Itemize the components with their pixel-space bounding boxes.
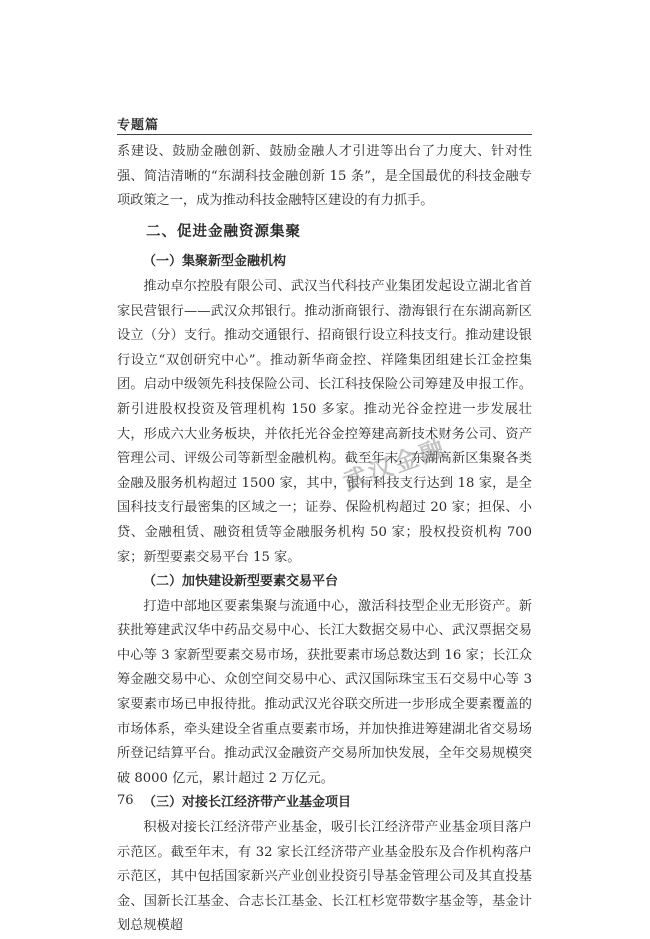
body-text bbox=[117, 140, 532, 939]
subsection-paragraph-1: 推动卓尔控股有限公司、武汉当代科技产业集团发起设立湖北省首家民营银行——武汉众邦银行。推动浙商银行、渤海银行在东湖高新区设立（分）支行。推动交通银行、招商银行设立科技支行。推动建设银行设立“双创研究中心”。推动新华商金控、祥隆集团组建长江金控集团。启动中级领先科技保险公司、长江科技保险公司筹建及申报工作。新引进股权投资及管理机构 150 多家。推动光谷金控进一步发展壮大，形成六大业务板块，并依托光谷金控筹建高新技术财务公司、资产管理公司、评级公司等新型金融机构。截至年末，东湖高新区集聚各类金融及服务机构超过 1500 家，其中，银行科技支行达到 18 家，是全国科技支行最密集的区域之一；证券、保险机构超过 20 家；担保、小贷、金融租赁、融资租赁等金融服务机构 50 家；股权投资机构 700 家；新型要素交易平台 15 家。 bbox=[117, 278, 532, 565]
subsection-paragraph-3: 积极对接长江经济带产业基金，吸引长江经济带产业基金项目落户示范区。截至年末，有 32 家长江经济带产业基金股东及合作机构落户示范区，其中包括国家新兴产业创业投资引导基金管理公司及其直投基金、国新长江基金、合志长江基金、长江杠杉宽带数字基金等，基金计划总规模超 bbox=[117, 820, 532, 934]
subsection-heading-1: （一）集聚新型金融机构 bbox=[143, 254, 287, 270]
subsection-heading-3: （三）对接长江经济带产业基金项目 bbox=[143, 795, 352, 811]
subsection-paragraph-2: 打造中部地区要素集聚与流通中心，激活科技型企业无形资产。新获批筹建武汉华中药品交易中心、长江大数据交易中心、武汉票据交易中心等 3 家新型要素交易市场，获批要素市场总数达到 16 家；长江众筹金融交易中心、众创空间交易中心、武汉国际珠宝玉石交易中心等 3 家要素市场已申报待批。推动武汉光谷联交所进一步形成全要素覆盖的市场体系，牵头建设全省重点要素市场，并加快推进筹建湖北省交易场所登记结算平台。推动武汉金融资产交易所加快发展，全年交易规模突破 8000 亿元，累计超过 2 万亿元。 bbox=[117, 598, 532, 786]
subsection-heading-2: （二）加快建设新型要素交易平台 bbox=[143, 574, 339, 590]
page-number: 76 bbox=[117, 793, 134, 808]
section-heading: 二、促进金融资源集聚 bbox=[146, 223, 301, 240]
intro-paragraph: 系建设、鼓励金融创新、鼓励金融人才引进等出台了力度大、针对性强、简洁清晰的“东湖科技金融创新 15 条”，是全国最优的科技金融专项政策之一，成为推动科技金融特区建设的有力抓手。 bbox=[117, 144, 532, 209]
watermark-stamp: 武汉金融 bbox=[338, 432, 451, 497]
header-rule bbox=[117, 134, 532, 135]
section-label: 专题篇 bbox=[117, 118, 160, 133]
